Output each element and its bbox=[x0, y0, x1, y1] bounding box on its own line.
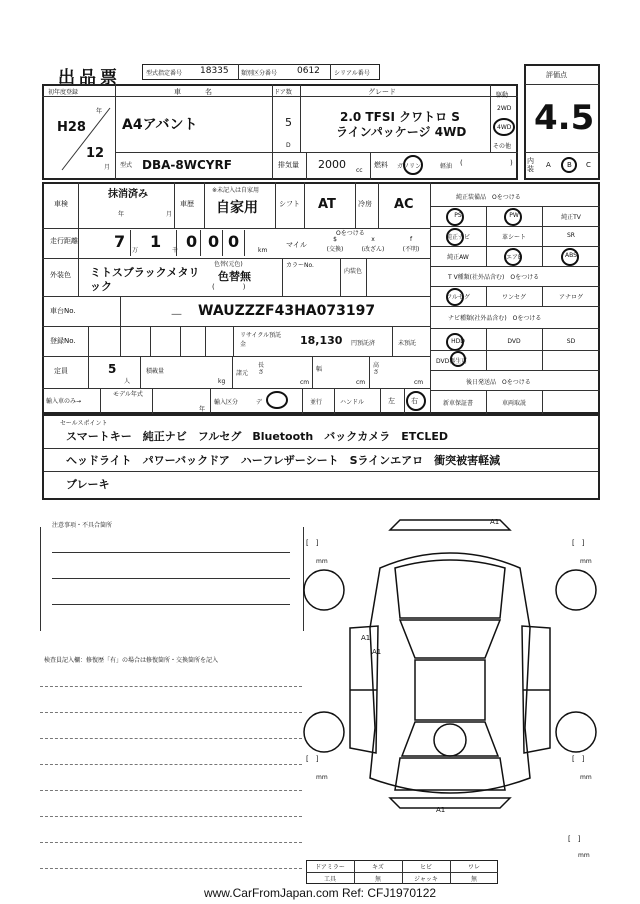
model-code-label: 型式 bbox=[120, 162, 133, 169]
shaken-value: 抹消済み bbox=[108, 189, 148, 200]
reg-month: 12 bbox=[86, 146, 105, 161]
history-label: 車歴 bbox=[180, 200, 194, 208]
mileage-digit: 7 bbox=[114, 232, 126, 251]
car-name-header: 車名 bbox=[174, 88, 236, 96]
damage-mark-front-bumper: A1 bbox=[490, 518, 500, 526]
doors-header: ドア数 bbox=[274, 89, 292, 96]
recycle-value: 18,130 bbox=[300, 334, 343, 347]
wheel-fr bbox=[556, 570, 596, 610]
legend-jack-value: 無 bbox=[470, 876, 477, 883]
equip-pw: PW bbox=[509, 212, 519, 219]
equip-leather: 革シート bbox=[501, 234, 526, 241]
tv-fullseg-circle bbox=[446, 288, 464, 306]
length-label: 長さ bbox=[258, 362, 265, 376]
wheel-rr bbox=[556, 712, 596, 752]
bracket-fr: [ ] bbox=[572, 539, 585, 547]
score-value: 4.5 bbox=[534, 98, 595, 138]
handle-right: 右 bbox=[411, 397, 418, 405]
dvd-play: DVD再生可 bbox=[436, 358, 468, 365]
mileage-digit: 1 bbox=[150, 232, 162, 251]
sheet-title: 出品票 bbox=[58, 68, 121, 88]
load-unit: kg bbox=[218, 378, 226, 385]
interior-a: A bbox=[546, 161, 551, 169]
equip-airbag: エアB bbox=[505, 254, 523, 261]
chassis-label: 車台No. bbox=[50, 307, 76, 315]
import-label: 輸入車のみ→ bbox=[46, 398, 82, 405]
grade-line2: ラインパッケージ 4WD bbox=[336, 125, 467, 139]
grade-line1: 2.0 TFSI クワトロ S bbox=[340, 110, 460, 124]
drive-other: その他 bbox=[493, 143, 512, 150]
recycle-unpaid: 未預託 bbox=[398, 340, 417, 347]
handle-right-circle bbox=[406, 391, 426, 411]
rear-bumper bbox=[390, 798, 510, 808]
spare-wheel bbox=[434, 724, 466, 756]
model-no-label: 型式指定番号 bbox=[146, 70, 183, 77]
equip-ps-circle bbox=[446, 208, 464, 226]
displacement: 2000 bbox=[318, 158, 346, 171]
reg-year: H28 bbox=[57, 120, 86, 135]
wheel-fl bbox=[304, 570, 344, 610]
meter-swap: (交換) bbox=[326, 246, 344, 253]
fuel-light: 軽油 bbox=[440, 163, 453, 170]
height-label: 高さ bbox=[373, 362, 380, 376]
height-cm: cm bbox=[414, 379, 424, 386]
regno-label: 登録No. bbox=[50, 337, 76, 345]
navi-hdd: HDD bbox=[451, 338, 465, 345]
mm-rr: mm bbox=[580, 774, 592, 781]
navi-header: ナビ種類(社外品含む) Oをつける bbox=[448, 315, 542, 322]
selling-points-label: セールスポイント bbox=[60, 420, 108, 427]
bracket-spare: [ ] bbox=[568, 835, 581, 843]
legend-tools-value: 無 bbox=[374, 876, 381, 883]
history-value: 自家用 bbox=[216, 200, 258, 216]
shaken-year: 年 bbox=[118, 211, 125, 218]
caution-label: 注意事項・不具合箇所 bbox=[52, 522, 113, 529]
navi-hdd-circle bbox=[446, 333, 464, 351]
capacity-value: 5 bbox=[108, 362, 117, 376]
import-dealer-circle bbox=[266, 391, 288, 409]
meter-alter-sym: x bbox=[371, 236, 375, 243]
load-label: 積載量 bbox=[146, 368, 165, 375]
equip-navi-circle bbox=[446, 228, 464, 246]
interior-color-label: 内装色 bbox=[344, 268, 363, 275]
history-note: ※未記入は自家用 bbox=[212, 187, 260, 194]
ac-value: AC bbox=[394, 197, 414, 212]
handle-left: 左 bbox=[388, 397, 395, 405]
color-label: 外装色 bbox=[50, 271, 71, 279]
interior-label: 内装 bbox=[527, 157, 534, 173]
car-name: A4アバント bbox=[122, 117, 198, 133]
interior-c: C bbox=[586, 161, 591, 169]
equip-sr: SR bbox=[567, 232, 575, 239]
equipment-header: 純正装備品 Oをつける bbox=[456, 194, 521, 201]
mileage-digits bbox=[108, 230, 280, 256]
shift-value: AT bbox=[318, 197, 336, 212]
bracket-fl: [ ] bbox=[306, 539, 319, 547]
wheel-rl bbox=[304, 712, 344, 752]
legend-tools: 工具 bbox=[323, 876, 336, 883]
model-code: DBA-8WCYRF bbox=[142, 158, 232, 172]
bracket-rl: [ ] bbox=[306, 755, 319, 763]
footer-watermark: www.CarFromJapan.com Ref: CFJ1970122 bbox=[203, 886, 437, 900]
drive-2wd: 2WD bbox=[497, 105, 512, 112]
bracket-rr: [ ] bbox=[572, 755, 585, 763]
import-dealer: デ bbox=[256, 399, 263, 406]
meter-unknown: (不明) bbox=[402, 246, 420, 253]
color-paren: ( ) bbox=[212, 283, 246, 291]
doors: 5 bbox=[285, 116, 292, 129]
caution-box bbox=[40, 527, 304, 631]
meter-alter: (改ざん) bbox=[361, 246, 385, 253]
selling-points-line1: スマートキー 純正ナビ フルセグ Bluetooth バックカメラ ETCLED bbox=[66, 430, 448, 443]
equip-navi: 純正ナビ bbox=[445, 234, 470, 241]
car-diagram bbox=[300, 508, 610, 856]
selling-points-line2: ヘッドライト パワーバックドア ハーフレザーシート Sラインエアロ 衝突被害軽減 bbox=[66, 454, 501, 467]
drive-label: 駆動 bbox=[496, 92, 509, 99]
equip-abs: ABS bbox=[565, 252, 577, 259]
mm-rl: mm bbox=[316, 774, 328, 781]
equip-pw-circle bbox=[504, 208, 522, 226]
first-reg-label: 初年度登録 bbox=[48, 89, 79, 96]
interior-b: B bbox=[567, 161, 572, 169]
recycle-label: リサイクル預託金 bbox=[240, 332, 282, 348]
grade-header: グレード bbox=[368, 88, 396, 96]
class-no: 0612 bbox=[297, 66, 320, 76]
reg-month-unit: 月 bbox=[104, 164, 111, 171]
serial-label: シリアル番号 bbox=[334, 70, 370, 77]
fuel-gas-circle bbox=[403, 155, 423, 175]
tv-analog: アナログ bbox=[558, 294, 583, 301]
legend-jack: ジャッキ bbox=[414, 876, 438, 883]
selling-points-line3: ブレーキ bbox=[66, 478, 110, 491]
mileage-digit: 0 bbox=[186, 232, 198, 251]
mileage-unit-km: km bbox=[258, 247, 268, 254]
length-cm: cm bbox=[300, 379, 310, 386]
color-change-label: 色替(元色) bbox=[214, 261, 243, 268]
color-value: ミトスブラックメタリック bbox=[90, 266, 200, 293]
doors-unit: D bbox=[286, 142, 291, 149]
shaken-month: 月 bbox=[166, 211, 173, 218]
later-manual: 車両取説 bbox=[501, 400, 526, 407]
roof bbox=[415, 660, 485, 720]
trunk bbox=[395, 758, 505, 790]
legend-header-scratch: キズ bbox=[372, 864, 384, 871]
mm-spare: mm bbox=[578, 852, 590, 859]
color-no-label: カラーNo. bbox=[286, 262, 314, 269]
import-class-label: 輸入区分 bbox=[214, 399, 239, 406]
interior-b-circle bbox=[561, 157, 577, 173]
later-warranty: 新車保証書 bbox=[442, 400, 473, 407]
mileage-label: 走行距離 bbox=[50, 237, 78, 245]
dvd-play-circle bbox=[450, 351, 466, 367]
legend-header-crack: ヒビ bbox=[419, 864, 432, 871]
chassis-dash: － bbox=[170, 308, 184, 323]
equip-airbag-circle bbox=[504, 248, 522, 266]
drive-4wd: 4WD bbox=[497, 124, 512, 131]
mileage-unit-sen: 千 bbox=[172, 247, 179, 254]
damage-mark-left-door: A1 bbox=[372, 648, 382, 656]
displacement-label: 排気量 bbox=[278, 161, 299, 169]
mile-label: マイル bbox=[286, 241, 307, 249]
navi-sd: SD bbox=[566, 338, 576, 345]
legend-header-break: ワレ bbox=[467, 864, 480, 871]
meter-swap-sym: $ bbox=[333, 236, 337, 243]
meter-note: Oをつける bbox=[336, 230, 365, 237]
tv-header: T V種類(社外品含む) Oをつける bbox=[448, 274, 540, 281]
equip-tv: 純正TV bbox=[561, 214, 581, 221]
fuel-paren-open: ( bbox=[460, 159, 463, 167]
navi-dvd: DVD bbox=[507, 338, 521, 345]
equip-abs-circle bbox=[561, 248, 579, 266]
fuel-label: 燃料 bbox=[374, 161, 388, 169]
handle-label: ハンドル bbox=[340, 399, 365, 406]
meter-unknown-sym: f bbox=[409, 236, 413, 243]
capacity-label: 定員 bbox=[54, 367, 68, 375]
shift-label: シフト bbox=[279, 200, 300, 208]
size-label: 諸元 bbox=[236, 370, 249, 377]
capacity-unit: 人 bbox=[124, 378, 131, 385]
mileage-unit-man: 万 bbox=[132, 247, 139, 254]
equip-aw: 純正AW bbox=[447, 254, 469, 261]
damage-mark-rear-bumper: A1 bbox=[436, 806, 446, 814]
mileage-digit: 0 bbox=[208, 232, 220, 251]
damage-mark-left-front: A1 bbox=[361, 634, 371, 642]
hood bbox=[395, 560, 505, 618]
score-header: 評価点 bbox=[546, 71, 567, 79]
tv-oneseg: ワンセグ bbox=[501, 294, 526, 301]
class-no-label: 類別区分番号 bbox=[241, 70, 278, 77]
width-cm: cm bbox=[356, 379, 366, 386]
equip-ps: PS bbox=[454, 212, 462, 219]
mileage-digit: 0 bbox=[228, 232, 240, 251]
color-change-value: 色替無 bbox=[218, 270, 251, 283]
fuel-gas: ガソリン bbox=[397, 163, 422, 170]
reg-year-unit: 年 bbox=[96, 108, 103, 115]
later-header: 後日発送品 Oをつける bbox=[466, 379, 531, 386]
ac-label: 冷房 bbox=[358, 200, 372, 208]
legend-header-mirror: ドアミラー bbox=[315, 864, 345, 871]
fuel-paren-close: ) bbox=[510, 159, 513, 167]
recycle-paid: 円預託済 bbox=[351, 340, 376, 347]
model-no: 18335 bbox=[200, 66, 229, 76]
width-label: 幅 bbox=[316, 366, 323, 373]
inspector-label: 検査員記入欄：修復歴「有」の場合は修復箇所・交換箇所を記入 bbox=[44, 657, 219, 664]
mm-fl: mm bbox=[316, 558, 328, 565]
windshield bbox=[400, 620, 500, 658]
rear-window bbox=[402, 722, 498, 756]
shaken-label: 車検 bbox=[54, 200, 68, 208]
displacement-unit: cc bbox=[356, 167, 363, 174]
mm-fr: mm bbox=[580, 558, 592, 565]
tv-fullseg: フルセグ bbox=[446, 294, 470, 301]
import-parallel: 並行 bbox=[310, 399, 323, 406]
drive-4wd-circle bbox=[493, 118, 515, 136]
model-year-unit: 年 bbox=[199, 406, 206, 413]
model-year-label: モデル年式 bbox=[113, 391, 143, 398]
chassis-value: WAUZZZF43HA073197 bbox=[198, 303, 376, 319]
body-outline bbox=[370, 553, 530, 793]
